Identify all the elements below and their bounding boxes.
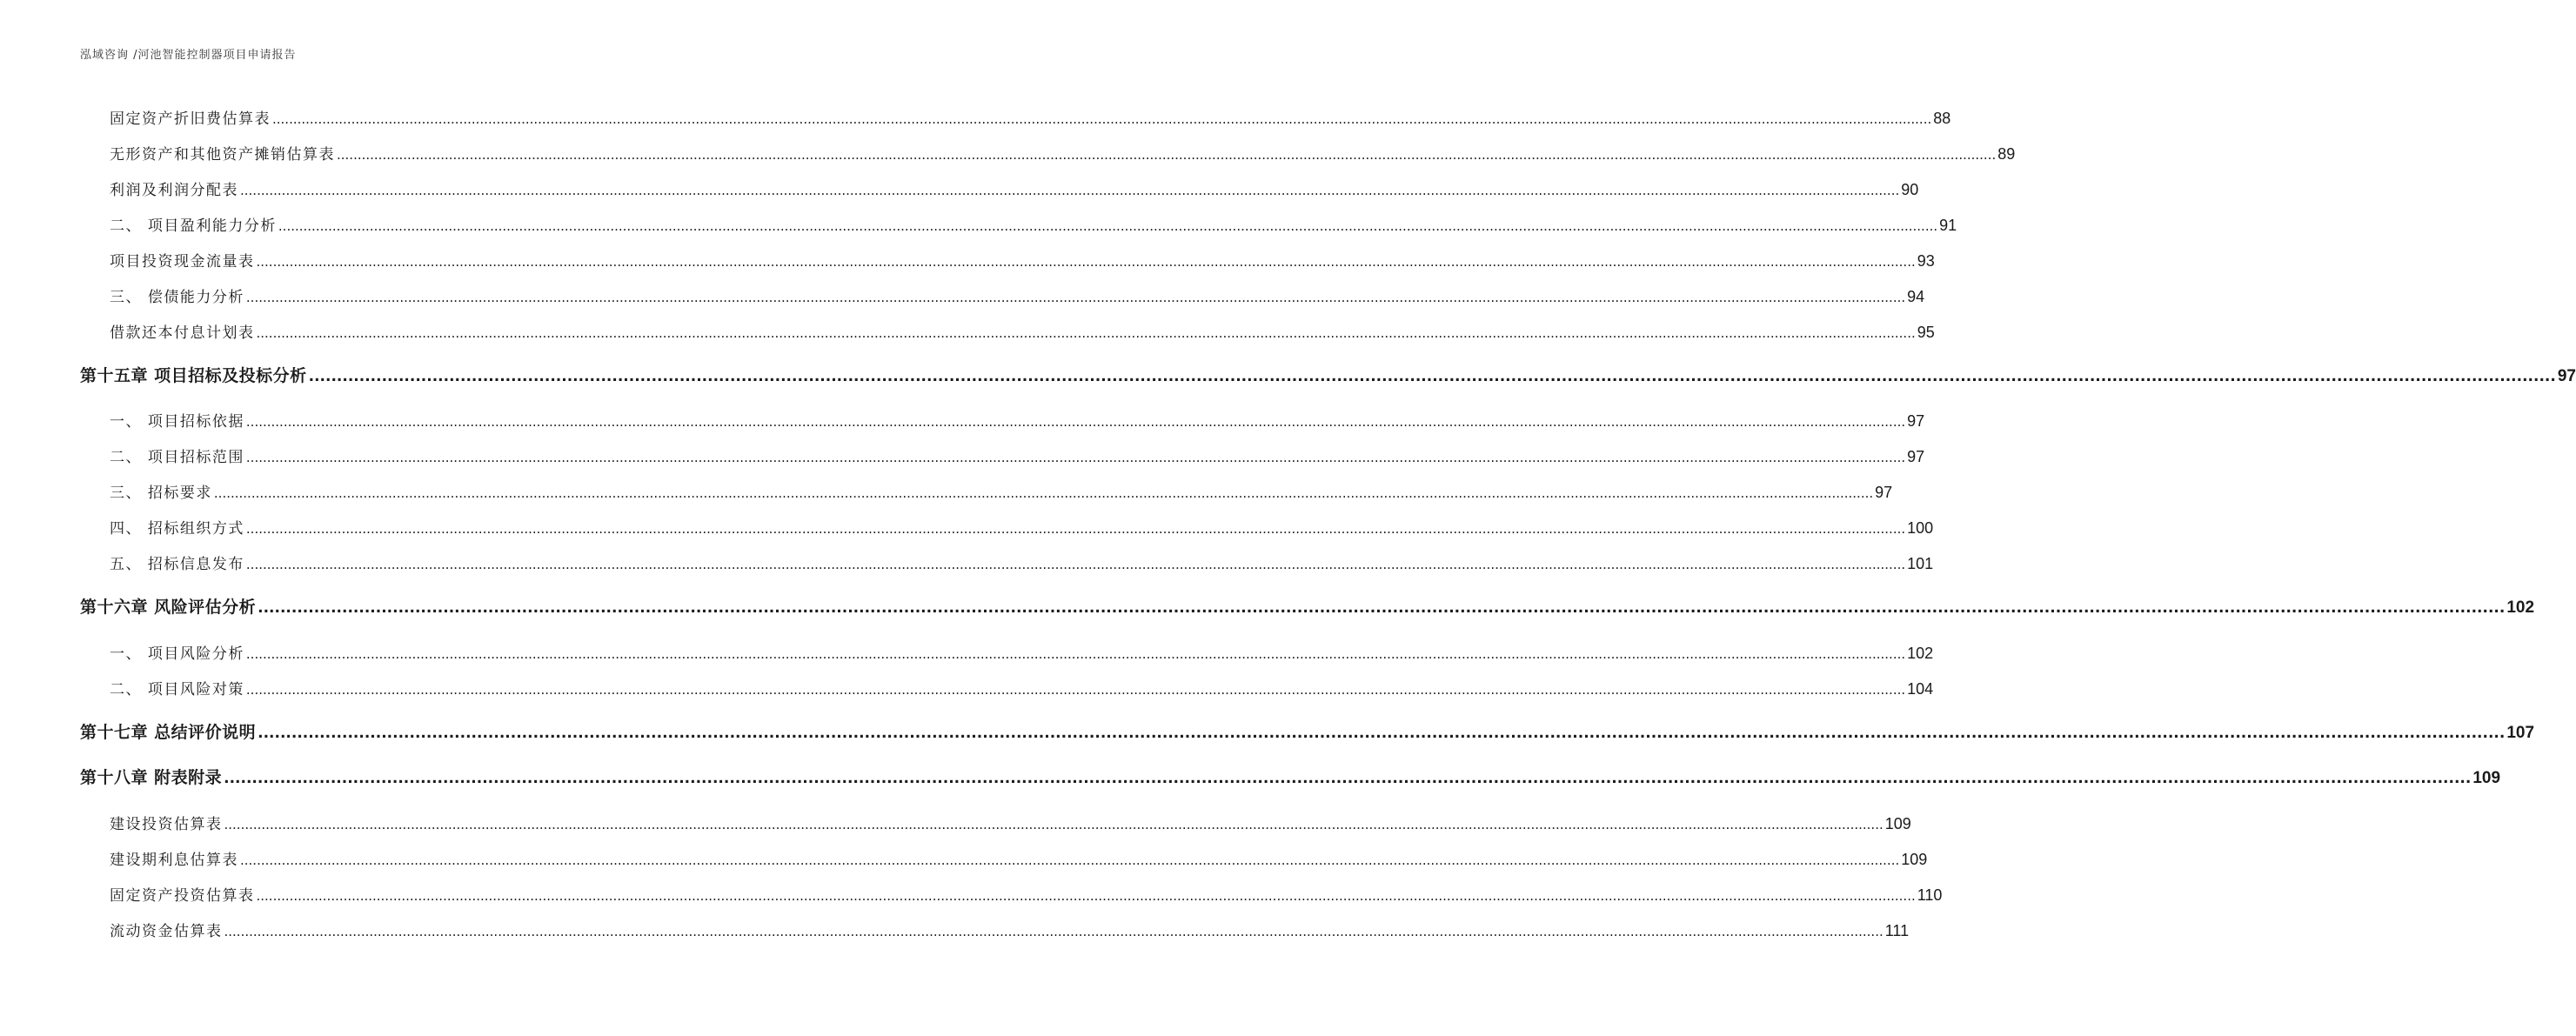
toc-chapter-entry[interactable]: [80, 719, 2535, 745]
toc-page-number: 100: [1907, 519, 1934, 537]
toc-entry[interactable]: [110, 919, 1910, 941]
toc-entry[interactable]: [110, 516, 1934, 538]
toc-entry[interactable]: [110, 883, 1943, 906]
toc-entry-label: 一、 项目风险分析: [110, 645, 244, 663]
toc-leader-dots: ................................................................................................................................................................................................................................................................................................................................................................................................................: [224, 817, 1883, 832]
toc-page-number: 95: [1917, 324, 1935, 341]
toc-entry-label: 项目投资现金流量表: [110, 253, 255, 271]
toc-leader-dots: ................................................................................................................................................................................................................................................................................................................................................................................................................: [245, 414, 1906, 430]
toc-page-number: 102: [2506, 598, 2535, 617]
toc-entry-label: 固定资产投资估算表: [110, 887, 255, 905]
toc-page-number: 90: [1901, 181, 1919, 198]
toc-entry-label: 利润及利润分配表: [110, 182, 238, 199]
toc-entry[interactable]: [110, 249, 1935, 271]
toc-leader-dots: ................................................................................................................................................................................................................................................................................................................................................................................................................: [224, 924, 1883, 939]
toc-entry-label: 无形资产和其他资产摊销估算表: [110, 146, 335, 164]
toc-page-number: 107: [2506, 724, 2535, 742]
toc-chapter-label: 第十七章 总结评价说明: [80, 723, 257, 742]
toc-entry[interactable]: [110, 812, 1911, 834]
toc-page-number: 97: [1907, 412, 1925, 430]
toc-leader-dots: ................................................................................................................................................................................................................................................................................................................................................................................................................: [245, 521, 1906, 537]
toc-entry[interactable]: [110, 142, 2016, 164]
toc-entry[interactable]: [110, 641, 1934, 664]
toc-entry-label: 建设期利息估算表: [110, 852, 238, 869]
toc-page-number: 93: [1917, 252, 1935, 270]
toc-page-number: 89: [1997, 145, 2016, 163]
toc-leader-dots: ................................................................................................................................................................................................................................................................................................................................................................................................................: [245, 682, 1906, 698]
toc-page-number: 102: [1907, 645, 1934, 662]
toc-page-number: 109: [1884, 815, 1911, 832]
toc-leader-dots: ................................................................................................................................................................................................................................................................................................................................................................................................................: [337, 147, 1997, 163]
toc-chapter-entry[interactable]: [80, 363, 2576, 389]
toc-leader-dots: ................................................................................................................................................................................................................................................................................................................................................................................................................: [278, 218, 1938, 234]
toc-entry[interactable]: [110, 444, 1925, 467]
toc-entry[interactable]: [110, 677, 1934, 699]
toc-entry-label: 一、 项目招标依据: [110, 413, 244, 431]
toc-page-number: 104: [1907, 680, 1934, 698]
toc-leader-dots: ................................................................................................................................................................................................................................................................................................................................................................................................................: [245, 557, 1906, 572]
toc-leader-dots: ................................................................................................................................................................................................................................................................................................................................................................................................................: [213, 485, 1874, 501]
toc-entry-label: 流动资金估算表: [110, 923, 223, 940]
toc-entry-label: 二、 项目风险对策: [110, 681, 244, 698]
toc-chapter-label: 第十五章 项目招标及投标分析: [80, 366, 307, 385]
toc-entry[interactable]: [110, 106, 1951, 129]
toc-leader-dots: ................................................................................................................................................................................................................................................................................................................................................................................................................: [256, 888, 1916, 904]
toc-leader-dots: ................................................................................................................................................................................................................................................................................................................................................................................................................: [245, 646, 1906, 662]
toc-page-number: 97: [1907, 448, 1925, 465]
toc-entry[interactable]: [110, 480, 1893, 503]
toc-page-number: 97: [1875, 484, 1893, 501]
toc-leader-dots: ................................................................................................................................................................................................................................................................................................................................................................................................................: [240, 852, 1900, 868]
toc-entry-label: 五、 招标信息发布: [110, 556, 244, 573]
toc-leader-dots: ................................................................................................................................................................................................................................................................................................................................................................................................................: [256, 325, 1916, 341]
page-header: 泓域咨询 /河池智能控制器项目申请报告: [80, 49, 297, 62]
toc-entry[interactable]: [110, 213, 1957, 236]
toc-entry[interactable]: [110, 409, 1925, 431]
toc-leader-dots: ................................................................................................................................................................................................................................................................................................................................................................................................................: [224, 770, 2472, 787]
toc-page-number: 110: [1917, 886, 1943, 904]
toc-leader-dots: ................................................................................................................................................................................................................................................................................................................................................................................................................: [256, 254, 1916, 270]
toc-leader-dots: ................................................................................................................................................................................................................................................................................................................................................................................................................: [272, 111, 1932, 127]
toc-entry-label: 建设投资估算表: [110, 816, 223, 833]
toc-leader-dots: ................................................................................................................................................................................................................................................................................................................................................................................................................: [308, 368, 2556, 385]
toc-page-number: 101: [1907, 555, 1934, 572]
toc-page-number: 109: [1901, 851, 1928, 868]
toc-leader-dots: ................................................................................................................................................................................................................................................................................................................................................................................................................: [258, 599, 2506, 617]
toc-entry-label: 四、 招标组织方式: [110, 520, 244, 538]
toc-entry[interactable]: [110, 320, 1935, 343]
toc-entry[interactable]: [110, 847, 1928, 870]
toc-leader-dots: ................................................................................................................................................................................................................................................................................................................................................................................................................: [240, 183, 1900, 198]
toc-chapter-label: 第十八章 附表附录: [80, 768, 223, 787]
toc-entry[interactable]: [110, 177, 1919, 200]
toc-entry-label: 固定资产折旧费估算表: [110, 110, 271, 128]
toc-page-number: 97: [2557, 367, 2576, 385]
toc-leader-dots: ................................................................................................................................................................................................................................................................................................................................................................................................................: [258, 725, 2506, 742]
toc-entry-label: 借款还本付息计划表: [110, 324, 255, 342]
toc-page-number: 109: [2472, 769, 2501, 787]
toc-chapter-entry[interactable]: [80, 765, 2501, 791]
toc-chapter-label: 第十六章 风险评估分析: [80, 598, 257, 617]
toc-entry[interactable]: [110, 551, 1934, 574]
toc-entry-label: 二、 项目盈利能力分析: [110, 217, 277, 235]
toc-page-number: 94: [1907, 288, 1925, 305]
toc-entry-label: 三、 招标要求: [110, 485, 212, 502]
toc-page-number: 88: [1933, 110, 1951, 127]
toc-leader-dots: ................................................................................................................................................................................................................................................................................................................................................................................................................: [245, 450, 1906, 465]
toc-chapter-entry[interactable]: [80, 594, 2535, 620]
toc-entry[interactable]: [110, 284, 1925, 307]
toc-leader-dots: ................................................................................................................................................................................................................................................................................................................................................................................................................: [245, 290, 1906, 305]
toc-entry-label: 三、 偿债能力分析: [110, 289, 244, 306]
toc-page-number: 111: [1884, 922, 1910, 939]
toc-page-number: 91: [1939, 217, 1957, 234]
toc-entry-label: 二、 项目招标范围: [110, 449, 244, 466]
